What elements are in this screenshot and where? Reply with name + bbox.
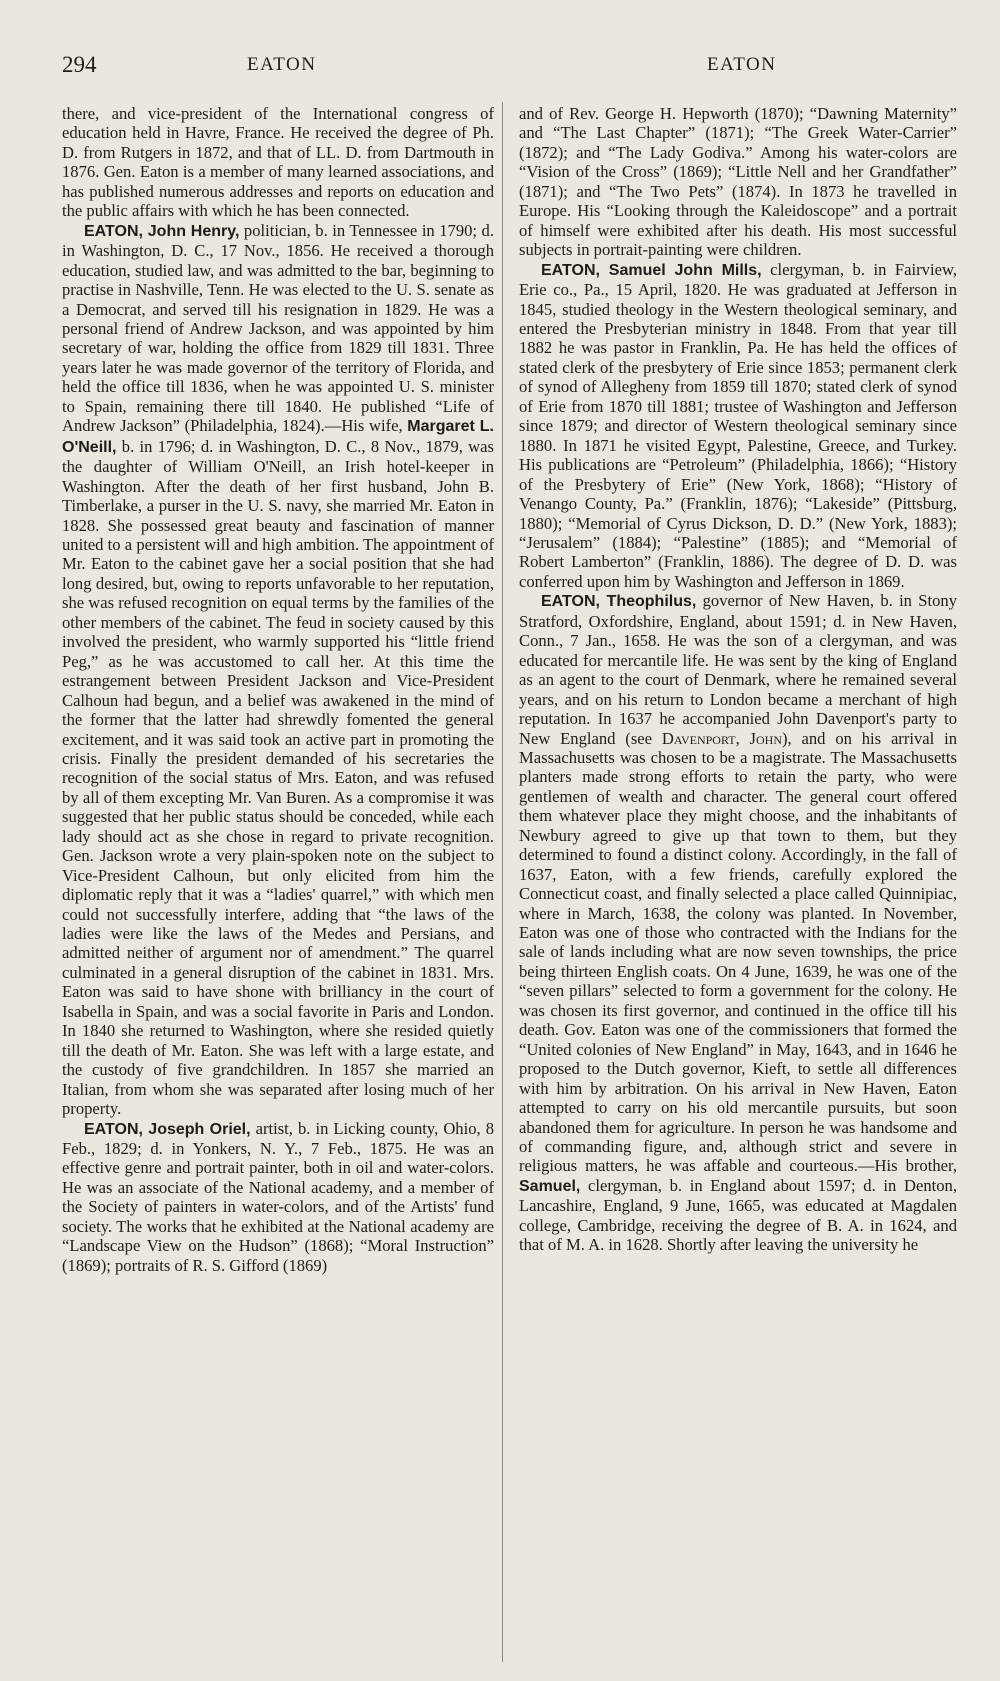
- column-divider: [502, 102, 503, 1662]
- entry-text: clergyman, b. in England about 1597; d. in Denton, Lancashire, England, 9 June, 1665, was educated at Magdalen college, Cambridge, receiving the degree of B. A. in 1624, and that of M. A. in 1628. Shortly after leaving the university he: [519, 1175, 957, 1255]
- page-header: [62, 52, 942, 84]
- entry-text: governor of New Haven, b. in Stony Stratford, Oxfordshire, England, about 1591; d. in New Haven, Conn., 7 Jan., 1658. He was the son of a clergyman, and was educated for mercantile life. He was sent by the king of England as an agent to the court of Denmark, where he remained several years, and on his return to London became a merchant of high reputation. In 1637 he accompanied John Davenport's party to New England (see: [519, 591, 958, 748]
- running-head-left: EATON: [247, 54, 317, 75]
- entry-theophilus-eaton: [519, 591, 957, 1254]
- entry-headword: EATON, Samuel John Mills,: [541, 261, 762, 279]
- entry-headword: EATON, Theophilus,: [541, 593, 697, 611]
- entry-sub-headword: Samuel,: [519, 1177, 581, 1195]
- entry-samuel-john-mills-eaton: [519, 260, 957, 592]
- entry-joseph-oriel-eaton: [62, 1119, 494, 1276]
- left-column: [62, 104, 494, 1674]
- entry-sub-headword: Margaret L. O'Neill,: [62, 418, 494, 456]
- continued-paragraph: and of Rev. George H. Hepworth (1870); “Dawning Maternity” and “The Last Chapter” (1871); “The Greek Water-Carrier” (1872); and “The Lady Godiva.” Among his water-colors are “Vision of the Cross” (1869); “Little Nell and her Grandfather” (1871); and “The Two Pets” (1874). In 1873 he travelled in Europe. His “Looking through the Kaleidoscope” and a portrait of himself were exhibited after his death. His most successful subjects in portrait-painting were children.: [519, 104, 957, 260]
- running-head-right: EATON: [707, 54, 777, 75]
- cross-reference: Davenport, John: [661, 728, 783, 748]
- continued-paragraph: there, and vice-president of the International congress of education held in Havre, France. He received the degree of Ph. D. from Rutgers in 1872, and that of LL. D. from Dartmouth in 1876. Gen. Eaton is a member of many learned associations, and has published numerous addresses and reports on education and the public affairs with which he has been connected.: [62, 104, 494, 221]
- entry-text: artist, b. in Licking county, Ohio, 8 Feb., 1829; d. in Yonkers, N. Y., 7 Feb., 1875. He was an effective genre and portrait painter, both in oil and water-colors. He was an associate of the National academy, and a member of the Society of painters in water-colors, and of the Artists' fund society. The works that he exhibited at the National academy are “Landscape View on the Hudson” (1868); “Moral Instruction” (1869); portraits of R. S. Gifford (1869): [62, 1118, 494, 1275]
- entry-john-henry-eaton: [62, 221, 494, 1119]
- right-column: [519, 104, 957, 1674]
- entry-text: clergyman, b. in Fairview, Erie co., Pa., 15 April, 1820. He was graduated at Jefferson in 1845, studied theology in the Western theological seminary, and entered the Presbyterian ministry in 1848. From that year till 1882 he was pastor in Franklin, Pa. He has held the offices of stated clerk of the presbytery of Erie since 1853; permanent clerk of synod of Allegheny from 1859 till 1870; stated clerk of synod of Erie from 1870 till 1881; trustee of Washington and Jefferson since 1879; and director of Western theological seminary since 1880. In 1871 he visited Egypt, Palestine, Greece, and Turkey. His publications are “Petroleum” (Philadelphia, 1866); “History of the Presbytery of Erie” (New York, 1868); “History of Venango County, Pa.” (Franklin, 1876); “Lakeside” (Pittsburg, 1880); “Memorial of Cyrus Dickson, D. D.” (New York, 1883); “Jerusalem” (1884); “Palestine” (1885); and “Memorial of Robert Lamberton” (Franklin, 1886). The degree of D. D. was conferred upon him by Washington and Jefferson in 1869.: [519, 259, 957, 591]
- entry-text: ), and on his arrival in Massachusetts was chosen to be a magistrate. The Massachusetts planters made strong efforts to retain the party, who were gentlemen of wealth and character. The general court offered them whatever place they might choose, and the inhabitants of Newbury agreed to give up that town to them, but they determined to found a distinct colony. Accordingly, in the fall of 1637, Eaton, with a few friends, carefully explored the Connecticut coast, and finally selected a place called Quinnipiac, where in March, 1638, the colony was planted. In November, Eaton was one of those who contracted with the Indians for the sale of lands including what are now seven townships, the price being thirteen English coats. On 4 June, 1639, he was one of the “seven pillars” selected to form a government for the colony. He was chosen its first governor, and continued in the office till his death. Gov. Eaton was one of the commissioners that formed the “United colonies of New England” in May, 1643, and in 1646 he proposed to the Dutch governor, Kieft, to settle all differences with him by arbitration. On his arrival in New Haven, Eaton attempted to carry on his old mercantile pursuits, but soon abandoned them for agriculture. In person he was handsome and of commanding figure, and, although strict and severe in religious matters, he was affable and courteous.—His brother,: [519, 728, 957, 1176]
- entry-text: b. in 1796; d. in Washington, D. C., 8 Nov., 1879, was the daughter of William O'Neill, an Irish hotel-keeper in Washington. After the death of her first husband, John B. Timberlake, a purser in the U. S. navy, she married Mr. Eaton in 1828. She possessed great beauty and fascination of manner united to a persistent will and high ambition. The appointment of Mr. Eaton to the cabinet gave her a social position that she had long desired, but, owing to reports unfavorable to her reputation, she was refused recognition on equal terms by the families of the other members of the cabinet. The feud in society caused by this involved the president, who warmly supported his “little friend Peg,” as he was accustomed to call her. At this time the estrangement between President Jackson and Vice-President Calhoun had begun, and a belief was awakened in the mind of the former that the latter had shrewdly fomented the general excitement, and it was said took an active part in promoting the crisis. Finally the president demanded of his secretaries the recognition of the social status of Mrs. Eaton, and was refused by all of them excepting Mr. Van Buren. As a compromise it was suggested that her public status should be conceded, while each lady should act as she chose in regard to private recognition. Gen. Jackson wrote a very plain-spoken note on the subject to Vice-President Calhoun, but only elicited from him the diplomatic reply that it was a “ladies' quarrel,” with which men could not successfully interfere, adding that “the laws of the ladies were like the laws of the Medes and Persians, and admitted neither of argument nor of amendment.” The quarrel culminated in a general disruption of the cabinet in 1831. Mrs. Eaton was said to have shone with brilliancy in the court of Isabella in Spain, and was a social favorite in Paris and London. In 1840 she returned to Washington, where she resided quietly till the death of Mr. Eaton. She was left with a large estate, and the custody of five grandchildren. In 1857 she married an Italian, from whom she was separated after losing much of her property.: [62, 436, 494, 1119]
- entry-text: politician, b. in Tennessee in 1790; d. in Washington, D. C., 17 Nov., 1856. He received a thorough education, studied law, and was admitted to the bar, beginning to practise in Nashville, Tenn. He was elected to the U. S. senate as a Democrat, and served till his resignation in 1829. He was a personal friend of Andrew Jackson, and was appointed by him secretary of war, holding the office from 1829 till 1831. Three years later he was made governor of the territory of Florida, and held the office till 1836, when he was appointed U. S. minister to Spain, remaining there till 1840. He published “Life of Andrew Jackson” (Philadelphia, 1824).—His wife,: [62, 220, 494, 436]
- page-number: 294: [62, 52, 97, 77]
- entry-headword: EATON, Joseph Oriel,: [84, 1120, 251, 1138]
- entry-headword: EATON, John Henry,: [84, 222, 240, 240]
